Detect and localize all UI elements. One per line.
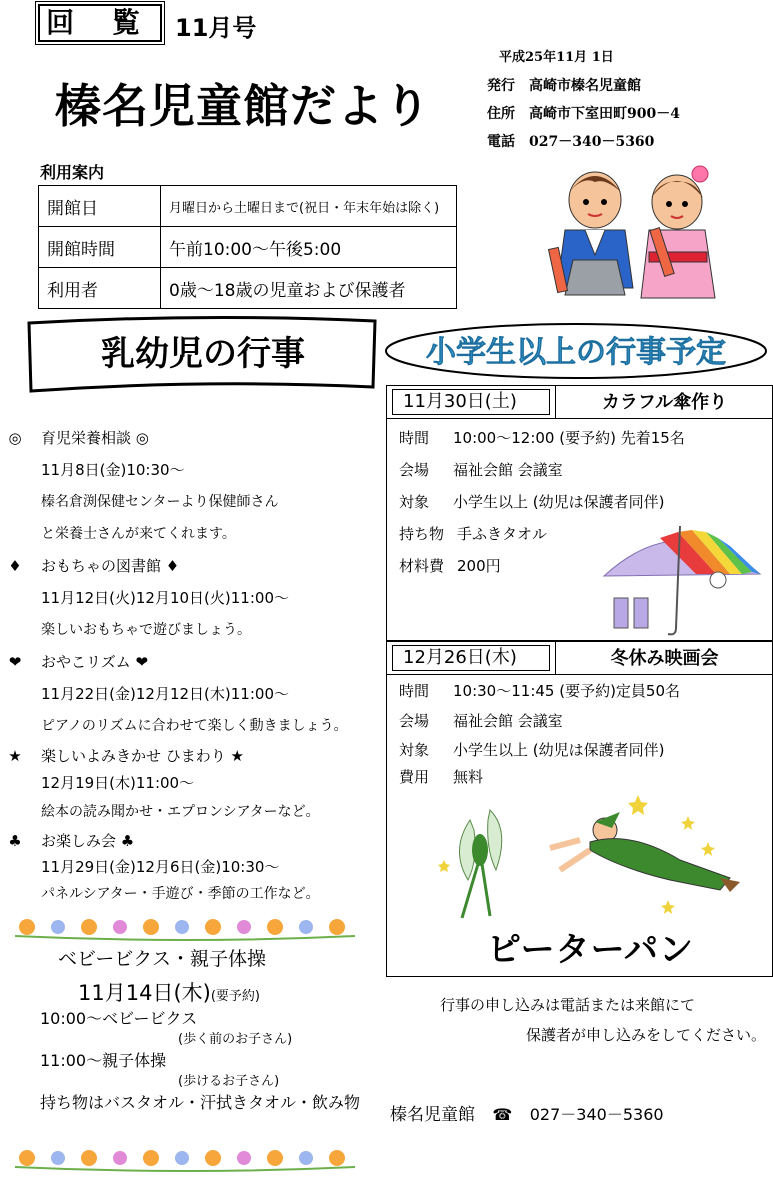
guide-row	[39, 268, 457, 309]
guide-value: 0歳～18歳の児童および保護者	[161, 268, 457, 309]
detail-value: 200円	[457, 557, 501, 575]
baby-sub: (歩く前のお子さん)	[178, 1032, 293, 1047]
contact-footer	[390, 1100, 664, 1125]
infant-event	[5, 422, 380, 550]
infant-event	[5, 828, 380, 908]
heart-icon: ❤	[8, 653, 22, 671]
baby-line: 11:00～親子体操	[40, 1051, 167, 1070]
detail-value: 福祉会館 会議室	[453, 712, 563, 730]
detail-value: 無料	[453, 768, 484, 786]
diamond-icon: ♦	[8, 557, 22, 575]
detail-value: 10:00～12:00 (要予約) 先着15名	[453, 429, 685, 447]
detail-key: 時間	[399, 429, 430, 447]
event-title: おもちゃの図書館 ♦	[41, 557, 180, 575]
star-icon: ★	[8, 747, 22, 765]
issue-date: 平成25年11月 1日	[499, 50, 614, 65]
guide-value: 午前10:00～午後5:00	[161, 227, 457, 268]
detail-value: 手ふきタオル	[457, 525, 548, 543]
event-date: 11月29日(金)12月6日(金)10:30～	[41, 858, 280, 876]
detail-key: 対象	[399, 741, 430, 759]
guide-row	[39, 227, 457, 268]
event-date: 11月30日(土)	[392, 389, 550, 415]
event-date: 12月19日(木)11:00～	[41, 774, 195, 792]
kids-illustration	[545, 160, 730, 305]
publisher: 高崎市榛名児童館	[529, 78, 641, 94]
detail-key: 時間	[399, 682, 430, 700]
baby-date	[78, 977, 260, 1007]
event-desc: 榛名倉渕保健センターより保健師さん	[41, 494, 279, 510]
contact-name: 榛名児童館	[390, 1105, 475, 1125]
flower-border-icon	[15, 1143, 355, 1173]
baby-line: 10:00～ベビービクス	[40, 1009, 198, 1028]
detail-key: 持ち物	[399, 525, 445, 543]
publisher-info	[487, 44, 680, 156]
address: 高崎市下室田町900－4	[529, 106, 680, 122]
infant-event	[5, 550, 380, 646]
infant-banner-text: 乳幼児の行事	[101, 334, 305, 374]
infant-event	[5, 742, 380, 828]
club-icon: ♣	[8, 832, 22, 850]
notice-line: 行事の申し込みは電話または来館にて	[440, 996, 696, 1014]
address-key: 住所	[487, 106, 515, 122]
baby-date-text: 11月14日(木)	[78, 981, 211, 1005]
guide-label: 利用案内	[40, 163, 105, 182]
detail-key: 会場	[399, 712, 430, 730]
infant-events-list	[5, 422, 380, 908]
detail-key: 材料費	[399, 557, 445, 575]
event-details	[399, 676, 680, 790]
guide-table	[38, 185, 457, 309]
infant-event	[5, 646, 380, 742]
event-date: 12月26日(木)	[392, 645, 550, 671]
event-date: 11月22日(金)12月12日(木)11:00～	[41, 685, 289, 703]
phone: 027－340－5360	[529, 134, 655, 150]
event-title: 育児栄養相談 ◎	[41, 429, 149, 447]
detail-value: 10:30～11:45 (要予約)定員50名	[453, 682, 681, 700]
event-desc: 絵本の読み聞かせ・エプロンシアターなど。	[41, 804, 320, 820]
baby-date-note: (要予約)	[210, 989, 260, 1004]
contact-phone: 027－340－5360	[529, 1105, 664, 1124]
event-desc: 楽しいおもちゃで遊びましょう。	[41, 622, 251, 638]
baby-sub: (歩けるお子さん)	[178, 1074, 280, 1089]
baby-details	[40, 1008, 360, 1114]
phone-key: 電話	[487, 134, 515, 150]
movie-title: ピーターパン	[487, 930, 694, 970]
peter-pan-illustration	[430, 790, 770, 940]
telephone-icon: ☎	[492, 1105, 513, 1124]
detail-key: 費用	[399, 768, 430, 786]
kairan-label: 回 覧	[38, 4, 162, 42]
guide-key: 開館日	[39, 186, 161, 227]
baby-section-title: ベビービクス・親子体操	[58, 948, 267, 970]
baby-line: 持ち物はバスタオル・汗拭きタオル・飲み物	[40, 1093, 361, 1112]
guide-key: 開館時間	[39, 227, 161, 268]
guide-row	[39, 186, 457, 227]
publisher-key: 発行	[487, 78, 515, 94]
detail-key: 会場	[399, 461, 430, 479]
event-desc: と栄養士さんが来てくれます。	[41, 526, 236, 542]
double-circle-icon: ◎	[8, 429, 22, 447]
event-title: カラフル傘作り	[601, 392, 728, 413]
guide-key: 利用者	[39, 268, 161, 309]
event-header	[387, 386, 772, 419]
issue-label: 11月号	[175, 14, 257, 42]
event-header	[387, 642, 772, 675]
event-desc: パネルシアター・手遊び・季節の工作など。	[41, 886, 320, 902]
flower-border-icon	[15, 912, 355, 942]
event-date: 11月8日(金)10:30～	[41, 461, 185, 479]
event-date: 11月12日(火)12月10日(火)11:00～	[41, 589, 289, 607]
application-notice	[440, 990, 766, 1050]
umbrella-icon	[600, 516, 768, 638]
event-desc: ピアノのリズムに合わせて楽しく動きましょう。	[41, 718, 348, 734]
guide-value: 月曜日から土曜日まで(祝日・年末年始は除く)	[161, 186, 457, 227]
event-title: おやこリズム ❤	[41, 653, 149, 671]
infant-events-banner	[25, 315, 380, 395]
event-title: 冬休み映画会	[610, 648, 719, 669]
event-title: お楽しみ会 ♣	[41, 832, 135, 850]
detail-key: 対象	[399, 493, 430, 511]
event-title: 楽しいよみきかせ ひまわり ★	[41, 747, 244, 765]
detail-value: 小学生以上 (幼児は保護者同伴)	[453, 741, 665, 759]
detail-value: 小学生以上 (幼児は保護者同伴)	[453, 493, 665, 511]
notice-line: 保護者が申し込みをしてください。	[526, 1026, 767, 1044]
detail-value: 福祉会館 会議室	[453, 461, 563, 479]
elementary-banner-text: 小学生以上の行事予定	[426, 335, 726, 370]
newsletter-title: 榛名児童館だより	[55, 79, 431, 133]
elementary-events-banner	[383, 322, 770, 380]
